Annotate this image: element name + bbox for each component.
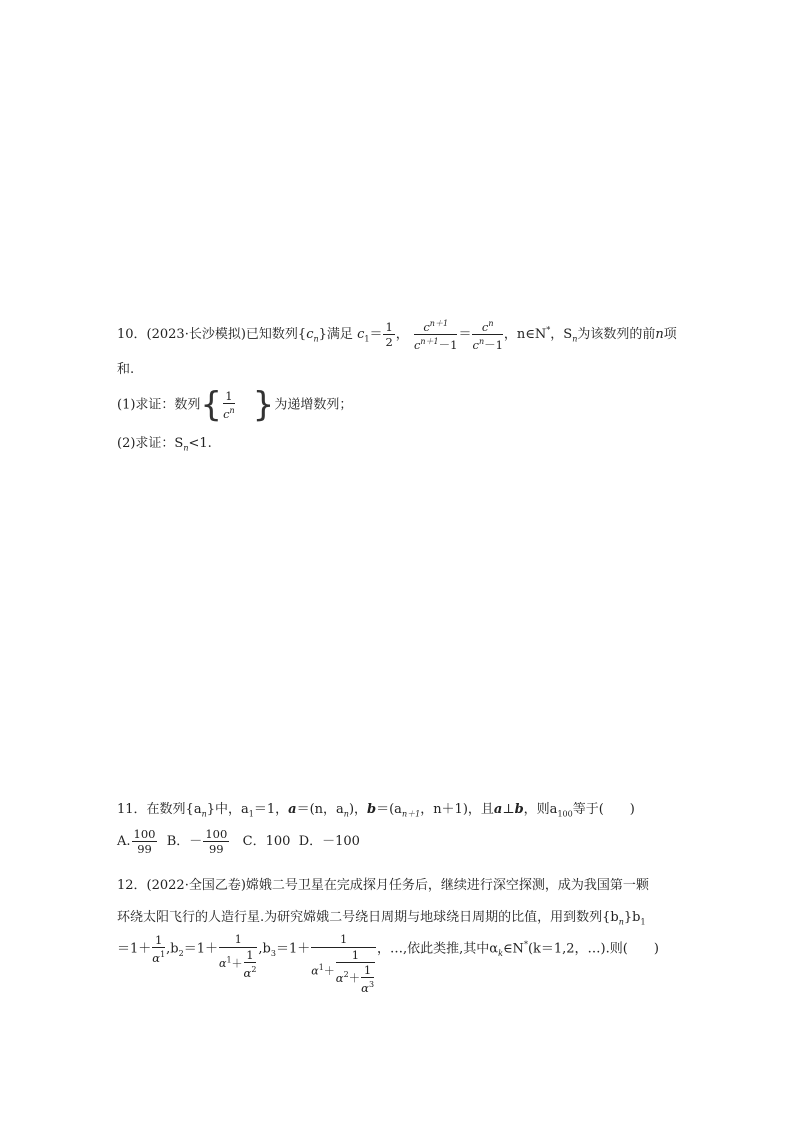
q10-seq: c [306,326,314,342]
q10-source: (2023·长沙模拟) [146,326,246,342]
q10-eq2: ＝ [458,326,472,342]
q10-part1-tail: 为递增数列； [274,397,353,413]
q10-tail-n: n [655,326,664,342]
q10-part2-label: (2)求证：S [117,436,184,451]
q11-optB-frac: $\frac{100}{99}$ [205,827,228,856]
q11-optD: D．－100 [298,834,360,849]
q12-line2-tail: }b [623,910,641,925]
q12-b3-frac: 1 $\alpha^1+$ 1 $\alpha^2+$ $\frac{1}{\alpha^3}$ [311,933,375,995]
q10-number: 10． [117,326,147,342]
q10-tail-sub: n [572,334,578,344]
q11-text1: 在数列{a [146,802,202,817]
q10-part2-tail: <1. [188,436,212,451]
q11-text2: }中，a [206,802,249,817]
q10-tail-end: 项 [663,326,677,342]
q10-part1-label: (1)求证：数列 [117,397,201,413]
q10-eq: ＝ [369,326,383,342]
q12-tail: ，…,依此类推,其中α [377,941,499,957]
q11-perp-b: b [514,802,524,817]
q10-domain: ，n∈N [503,326,547,342]
q10-seq-sub: n [313,334,319,344]
q10-domain-sup: * [546,325,551,335]
q11-text3: ＝1， [253,802,289,817]
q12-number: 12． [117,878,147,893]
q12-tail3: (k＝1,2，…).则( ) [527,941,659,957]
q12-line1 [117,878,649,894]
q10-rec-lhs: $\frac{c^{n+1}}{c^{n+1}-1}$ [413,319,458,352]
q12-line2: 环绕太阳飞行的人造行星.为研究嫦娥二号绕日周期与地球绕日周期的比值，用到数列$\{b_n\}b_1$ [117,910,646,927]
left-brace-icon: { [200,385,223,425]
q11-text4: ＝(n，a [296,802,344,817]
q11-optC: C．100 [242,834,291,849]
q12-b2-eq: ＝1＋ [183,941,218,957]
q10-cond: }满足 [318,326,353,342]
q11-text5: )， [348,802,368,817]
q11-text8: ，则a [523,802,558,817]
q11-vec-a: a [288,802,297,817]
q11-optA-frac: $\frac{100}{99}$ [133,827,156,856]
q12-tail2: ∈N [502,941,524,957]
q10-intro: 已知数列{ [245,326,307,342]
q10-part2 [117,436,212,457]
q10-tail-text: 为该数列的前 [577,326,656,342]
right-brace-icon: } [252,385,275,425]
q12-b1: ＝1＋ [117,941,152,957]
q10-comma: ， [395,326,409,342]
q11-text9: 等于( ) [572,802,635,817]
q11-options [117,828,360,855]
q12-line2-text: 环绕太阳飞行的人造行星.为研究嫦娥二号绕日周期与地球绕日周期的比值，用到数列{b [117,910,619,925]
q10-c1: c [357,326,365,342]
q12-b3-lead: ,b [258,941,271,957]
q10-line2: 和. [117,362,135,377]
q10-part1-frac: $\frac{1}{c^n}$ [223,389,235,421]
q12-b3-eq: ＝1＋ [275,941,311,957]
q10-part2-sub: n [183,443,189,453]
q10-line1 [117,318,677,351]
q11-perp: ⊥ [502,802,515,817]
q10-tail: ，S [550,326,573,342]
q12-b1-frac: $\frac{1}{\alpha^1}$ [152,933,166,965]
q10-part1 [117,385,353,425]
q11-text6: ＝(a [376,802,402,817]
q11-line1: 11．在数列$\{a_n\}$中，$a_1=1$，a＝(n，$a_n$)，$b=(a_{n+1}$，n＋1)，且a⊥b，则$a_{100}$等于( ) [117,802,635,819]
q12-line3: ＝1＋ $\frac{1}{\alpha^1}$ $,b_2=1+$ 1 $\alpha^1+$ $\frac{1}{\alpha^2}$ $,b_3=1+$ 1 $\alpha^1+$ 1 $\alpha^2+$ $\frac{1}{\alpha^3}$ ，…,依此类推,其中$\alpha_k\in N^*(k=1,2$，…).则( ) [117,933,659,995]
q11-text7: ，n＋1)，且 [420,802,494,817]
q11-optA-label: A. [117,834,131,849]
q12-b2-frac: 1 $\alpha^1+$ $\frac{1}{\alpha^2}$ [219,933,257,980]
q10-rec-rhs: $\frac{c^n}{c^n-1}$ [472,319,503,352]
q10-c1-sub: 1 [364,334,370,344]
q11-optB-label: B．－ [166,834,203,849]
q11-vec-b: b [367,802,377,817]
q11-number: 11． [117,802,147,817]
q11-perp-a: a [493,802,503,817]
q12-b2-lead: ,b [166,941,179,957]
q12-source: (2022·全国乙卷) [146,878,246,893]
q10-half: $\frac{1}{2}$ [385,319,393,349]
q12-line1-text: 嫦娥二号卫星在完成探月任务后，继续进行深空探测，成为我国第一颗 [245,878,649,893]
